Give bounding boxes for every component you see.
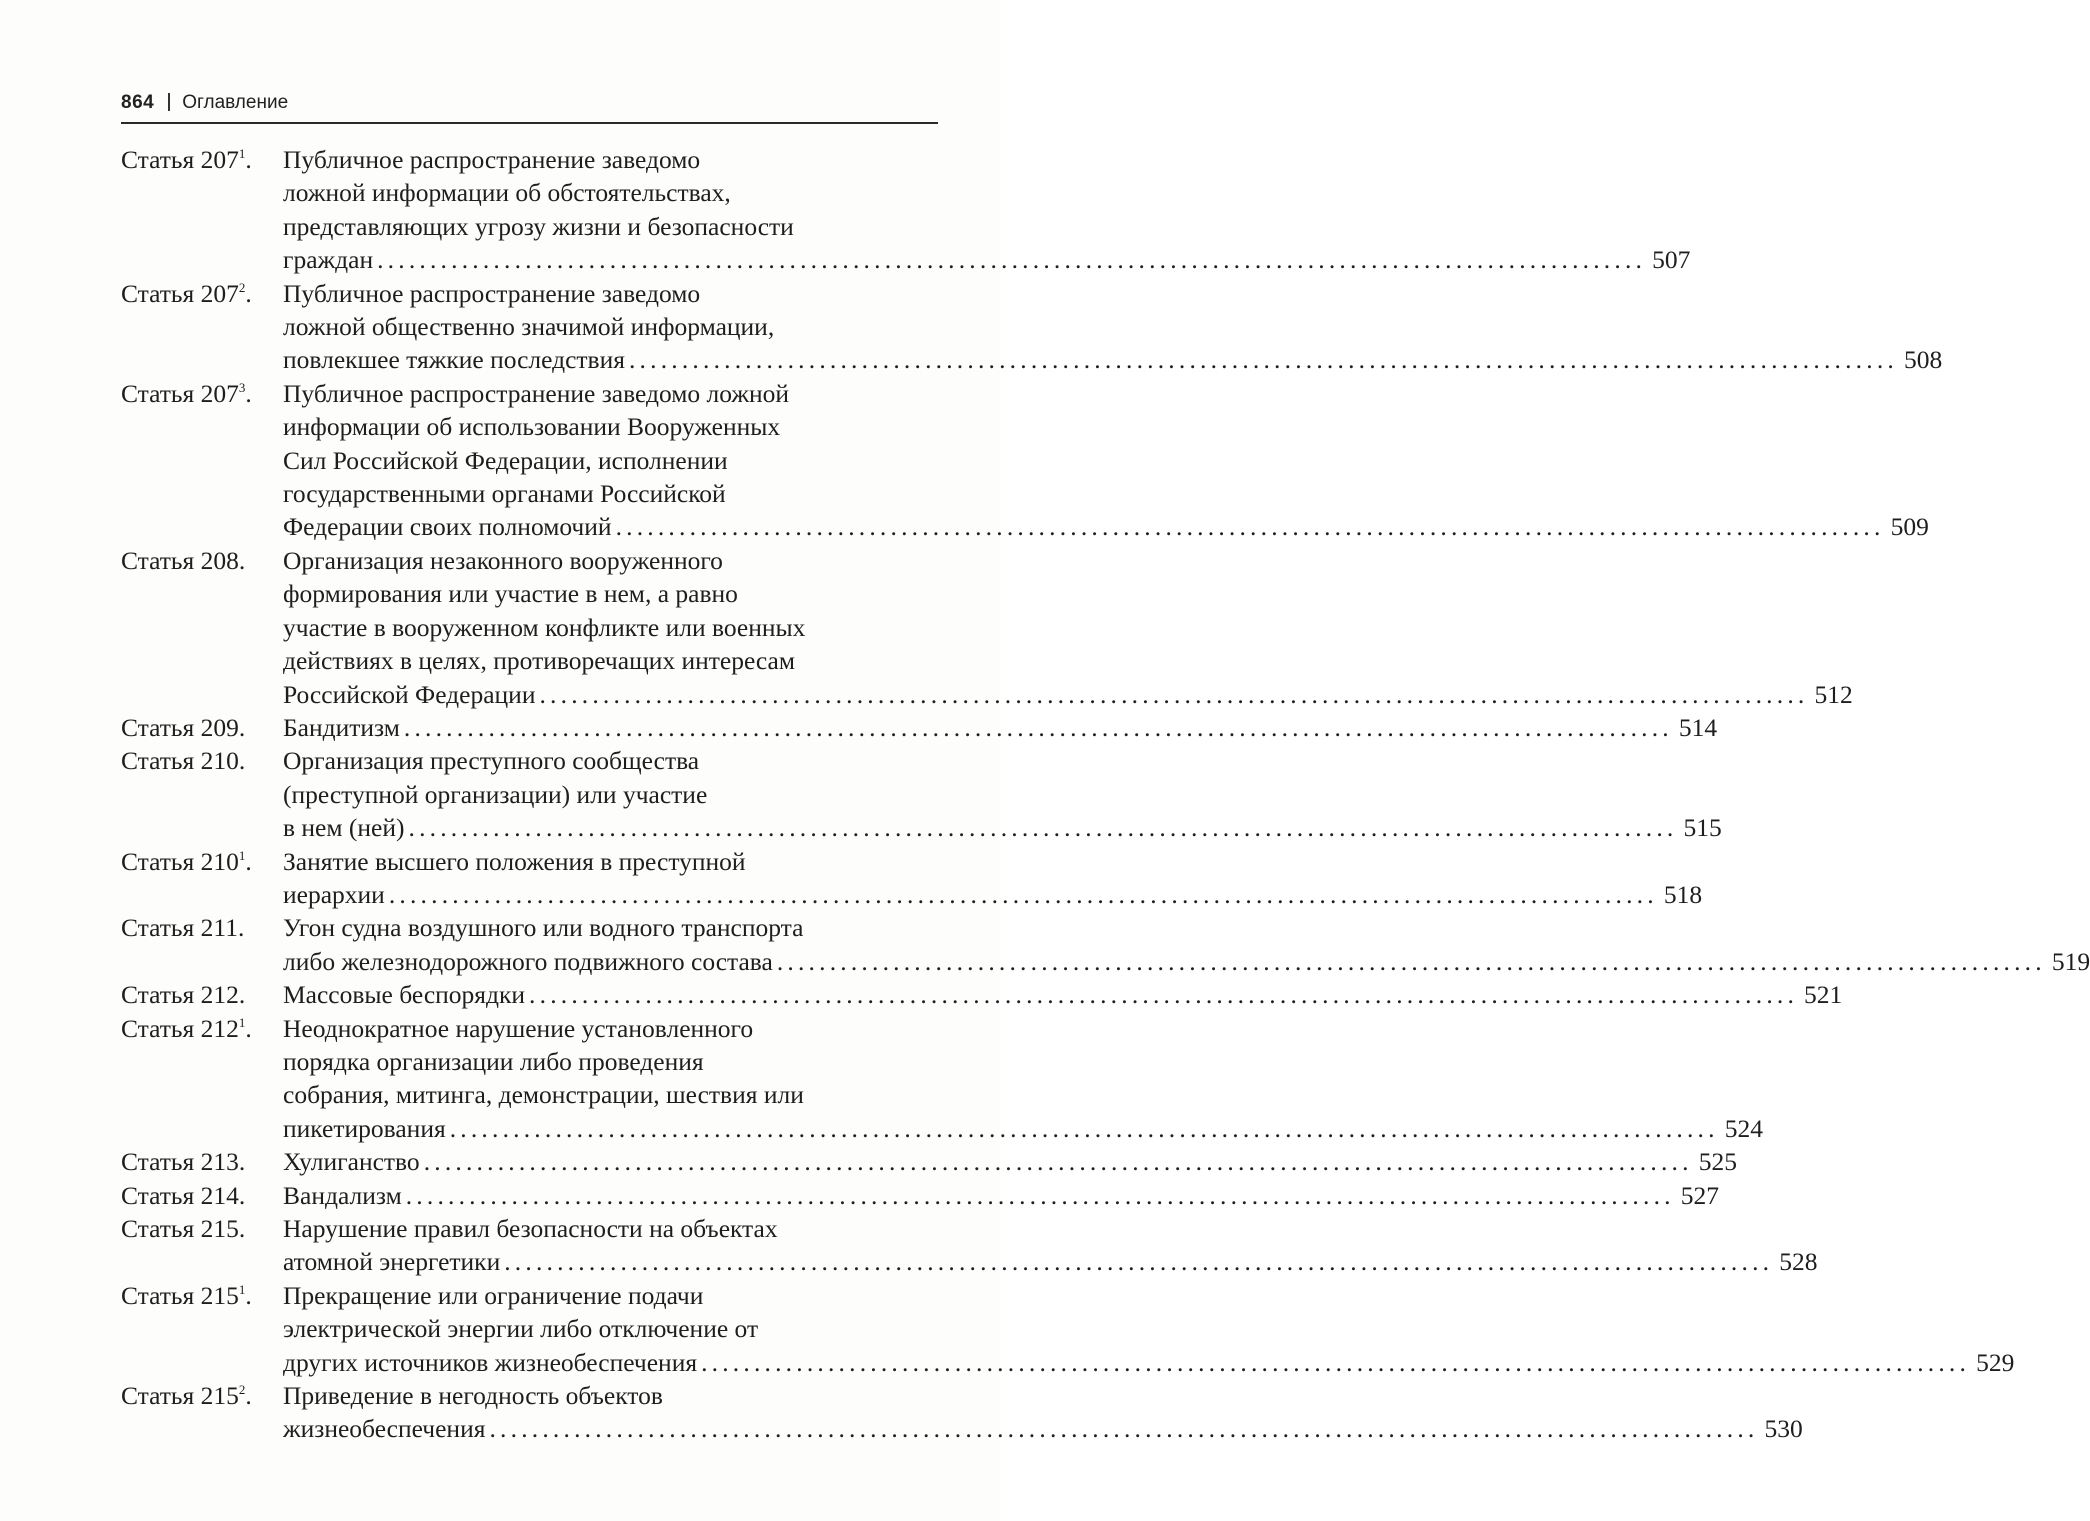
- article-number: Статья $207^3$.: [121, 378, 252, 408]
- title-line: Вандализм: [283, 1180, 402, 1210]
- title-line: собрания, митинга, демонстрации, шествия или: [283, 1080, 804, 1110]
- title-line: Сил Российской Федерации, исполнении: [283, 445, 728, 475]
- title-line: Публичное распространение заведомо: [283, 278, 701, 308]
- toc-entry[interactable]: [121, 1179, 1719, 1212]
- article-title: [283, 544, 1853, 711]
- article-number: Статья $215^1$.: [121, 1280, 252, 1310]
- title-line: ложной общественно значимой информации,: [283, 312, 775, 342]
- dot-leader: ........................................................................................................................: [539, 679, 1809, 709]
- page-ref: 527: [1680, 1180, 1719, 1210]
- page-ref: 528: [1779, 1247, 1818, 1277]
- article-superscript: 1: [238, 146, 246, 161]
- dot-leader: ........................................................................................................................: [529, 980, 1799, 1010]
- article-number: Статья 211.: [121, 913, 245, 943]
- title-line: Прекращение или ограничение подачи: [283, 1280, 704, 1310]
- title-line: информации об использовании Вооруженных: [283, 412, 781, 442]
- page-ref: 529: [1976, 1347, 2015, 1377]
- title-line: Федерации своих полномочий: [283, 512, 612, 542]
- article-number: Статья 209.: [121, 712, 246, 742]
- title-line: Бандитизм: [283, 712, 400, 742]
- toc-entry[interactable]: [121, 744, 1722, 844]
- article-title: [283, 143, 1691, 277]
- article-number: Статья 212.: [121, 980, 246, 1010]
- article-superscript: 1: [238, 1014, 246, 1030]
- toc-entry[interactable]: [121, 1279, 2015, 1379]
- title-line: Публичное распространение заведомо ложной: [283, 378, 789, 408]
- dot-leader: ........................................................................................................................: [615, 512, 1885, 542]
- title-line: жизнеобеспечения: [283, 1414, 486, 1444]
- page-ref: 518: [1663, 879, 1703, 909]
- title-line: Занятие высшего положения в преступной: [283, 846, 746, 876]
- article-superscript: 2: [238, 1382, 246, 1398]
- article-title: [283, 1012, 1763, 1146]
- article-superscript: 1: [238, 1281, 246, 1297]
- article-title: [283, 1279, 2015, 1379]
- title-line: Публичное распространение заведомо: [283, 145, 701, 174]
- header-separator: [168, 93, 170, 111]
- page-ref: 521: [1804, 980, 1843, 1010]
- dot-leader: ........................................................................................................................: [403, 712, 1673, 742]
- title-line: порядка организации либо проведения: [283, 1046, 704, 1076]
- article-number: Статья $207^2$.: [121, 278, 252, 308]
- article-title: [283, 1179, 1719, 1212]
- toc-entry[interactable]: [121, 978, 1843, 1011]
- article-number: Статья $215^2$.: [121, 1381, 252, 1411]
- page-number: 864: [121, 92, 155, 113]
- section-title: Оглавление: [182, 92, 289, 113]
- page-ref: 514: [1678, 712, 1718, 742]
- article-number: Статья 215.: [121, 1214, 246, 1243]
- article-title: [283, 377, 1929, 544]
- article-number: Статья 208.: [121, 545, 246, 575]
- page-ref: 507: [1652, 245, 1691, 275]
- title-line: Приведение в негодность объектов: [283, 1381, 663, 1411]
- article-superscript: 3: [238, 379, 246, 395]
- title-line: граждан: [283, 245, 374, 275]
- article-title: [283, 1145, 1737, 1178]
- article-number: Статья $210^1$.: [121, 846, 252, 876]
- toc-entry[interactable]: [121, 1379, 1803, 1446]
- article-title: [283, 845, 1703, 912]
- article-number: Статья 210.: [121, 746, 246, 776]
- page-ref: 530: [1764, 1414, 1803, 1444]
- page-ref: 512: [1814, 679, 1853, 709]
- toc-entry[interactable]: [121, 1012, 1763, 1146]
- dot-leader: ........................................................................................................................: [408, 813, 1678, 843]
- article-title: [283, 711, 1718, 744]
- dot-leader: ........................................................................................................................: [628, 345, 1898, 375]
- toc-entry[interactable]: [121, 911, 2090, 978]
- article-number: Статья $212^1$.: [121, 1013, 252, 1043]
- article-title: [283, 277, 1943, 377]
- title-line: Неоднократное нарушение установленного: [283, 1013, 754, 1043]
- dot-leader: ........................................................................................................................: [405, 1180, 1675, 1210]
- title-line: Организация незаконного вооруженного: [283, 545, 723, 575]
- article-title: [283, 1379, 1803, 1446]
- toc-entry[interactable]: [121, 277, 1943, 377]
- title-line: Нарушение правил безопасности на объектах: [283, 1214, 778, 1243]
- toc-entry[interactable]: [121, 544, 1853, 711]
- toc-entry[interactable]: [121, 143, 1691, 277]
- title-line: Массовые беспорядки: [283, 980, 526, 1010]
- toc-entry[interactable]: [121, 1212, 1818, 1279]
- dot-leader: ........................................................................................................................: [776, 946, 2046, 976]
- title-line: действиях в целях, противоречащих интересам: [283, 646, 796, 676]
- title-line: повлекшее тяжкие последствия: [283, 345, 625, 375]
- title-line: Российской Федерации: [283, 679, 536, 709]
- title-line: представляющих угрозу жизни и безопасности: [283, 211, 794, 241]
- page-ref: 509: [1890, 512, 1929, 542]
- article-number: Статья 213.: [121, 1147, 246, 1177]
- title-line: электрической энергии либо отключение от: [283, 1314, 759, 1344]
- title-line: ложной информации об обстоятельствах,: [283, 178, 731, 208]
- article-superscript: 1: [238, 847, 246, 863]
- page-ref: 515: [1683, 813, 1722, 843]
- title-line: Организация преступного сообщества: [283, 746, 700, 776]
- dot-leader: ........................................................................................................................: [701, 1347, 1971, 1377]
- dot-leader: ........................................................................................................................: [423, 1147, 1693, 1177]
- title-line: в нем (ней): [283, 813, 405, 843]
- page-ref: 525: [1698, 1147, 1737, 1177]
- page-ref: 524: [1724, 1113, 1763, 1143]
- toc-entry[interactable]: [121, 1145, 1737, 1178]
- toc-entry[interactable]: [121, 377, 1929, 544]
- title-line: государственными органами Российской: [283, 479, 726, 509]
- title-line: участие в вооруженном конфликте или военных: [283, 612, 806, 642]
- page-ref: 519: [2051, 946, 2090, 976]
- title-line: атомной энергетики: [283, 1247, 501, 1277]
- table-of-contents: [121, 143, 2090, 1446]
- title-line: (преступной организации) или участие: [283, 779, 708, 809]
- dot-leader: ........................................................................................................................: [377, 245, 1647, 275]
- title-line: пикетирования: [283, 1113, 446, 1143]
- toc-entry[interactable]: [121, 845, 1703, 912]
- dot-leader: ........................................................................................................................: [504, 1247, 1774, 1277]
- article-title: [283, 978, 1843, 1011]
- running-header: [121, 90, 938, 124]
- title-line: иерархии: [283, 879, 385, 909]
- title-line: Угон судна воздушного или водного транспорта: [283, 913, 804, 943]
- dot-leader: ........................................................................................................................: [489, 1414, 1759, 1444]
- article-number: Статья $207^1$.: [121, 145, 252, 174]
- title-line: либо железнодорожного подвижного состава: [283, 946, 773, 976]
- page-ref: 508: [1903, 345, 1943, 375]
- article-title: [283, 1212, 1818, 1279]
- title-line: формирования или участие в нем, а равно: [283, 579, 738, 609]
- title-line: других источников жизнеобеспечения: [283, 1347, 698, 1377]
- article-title: [283, 744, 1722, 844]
- title-line: Хулиганство: [283, 1147, 420, 1177]
- article-title: [283, 911, 2090, 978]
- article-number: Статья 214.: [121, 1180, 246, 1210]
- dot-leader: ........................................................................................................................: [388, 879, 1658, 909]
- article-superscript: 2: [238, 279, 246, 295]
- dot-leader: ........................................................................................................................: [449, 1113, 1719, 1143]
- toc-entry[interactable]: [121, 711, 1718, 744]
